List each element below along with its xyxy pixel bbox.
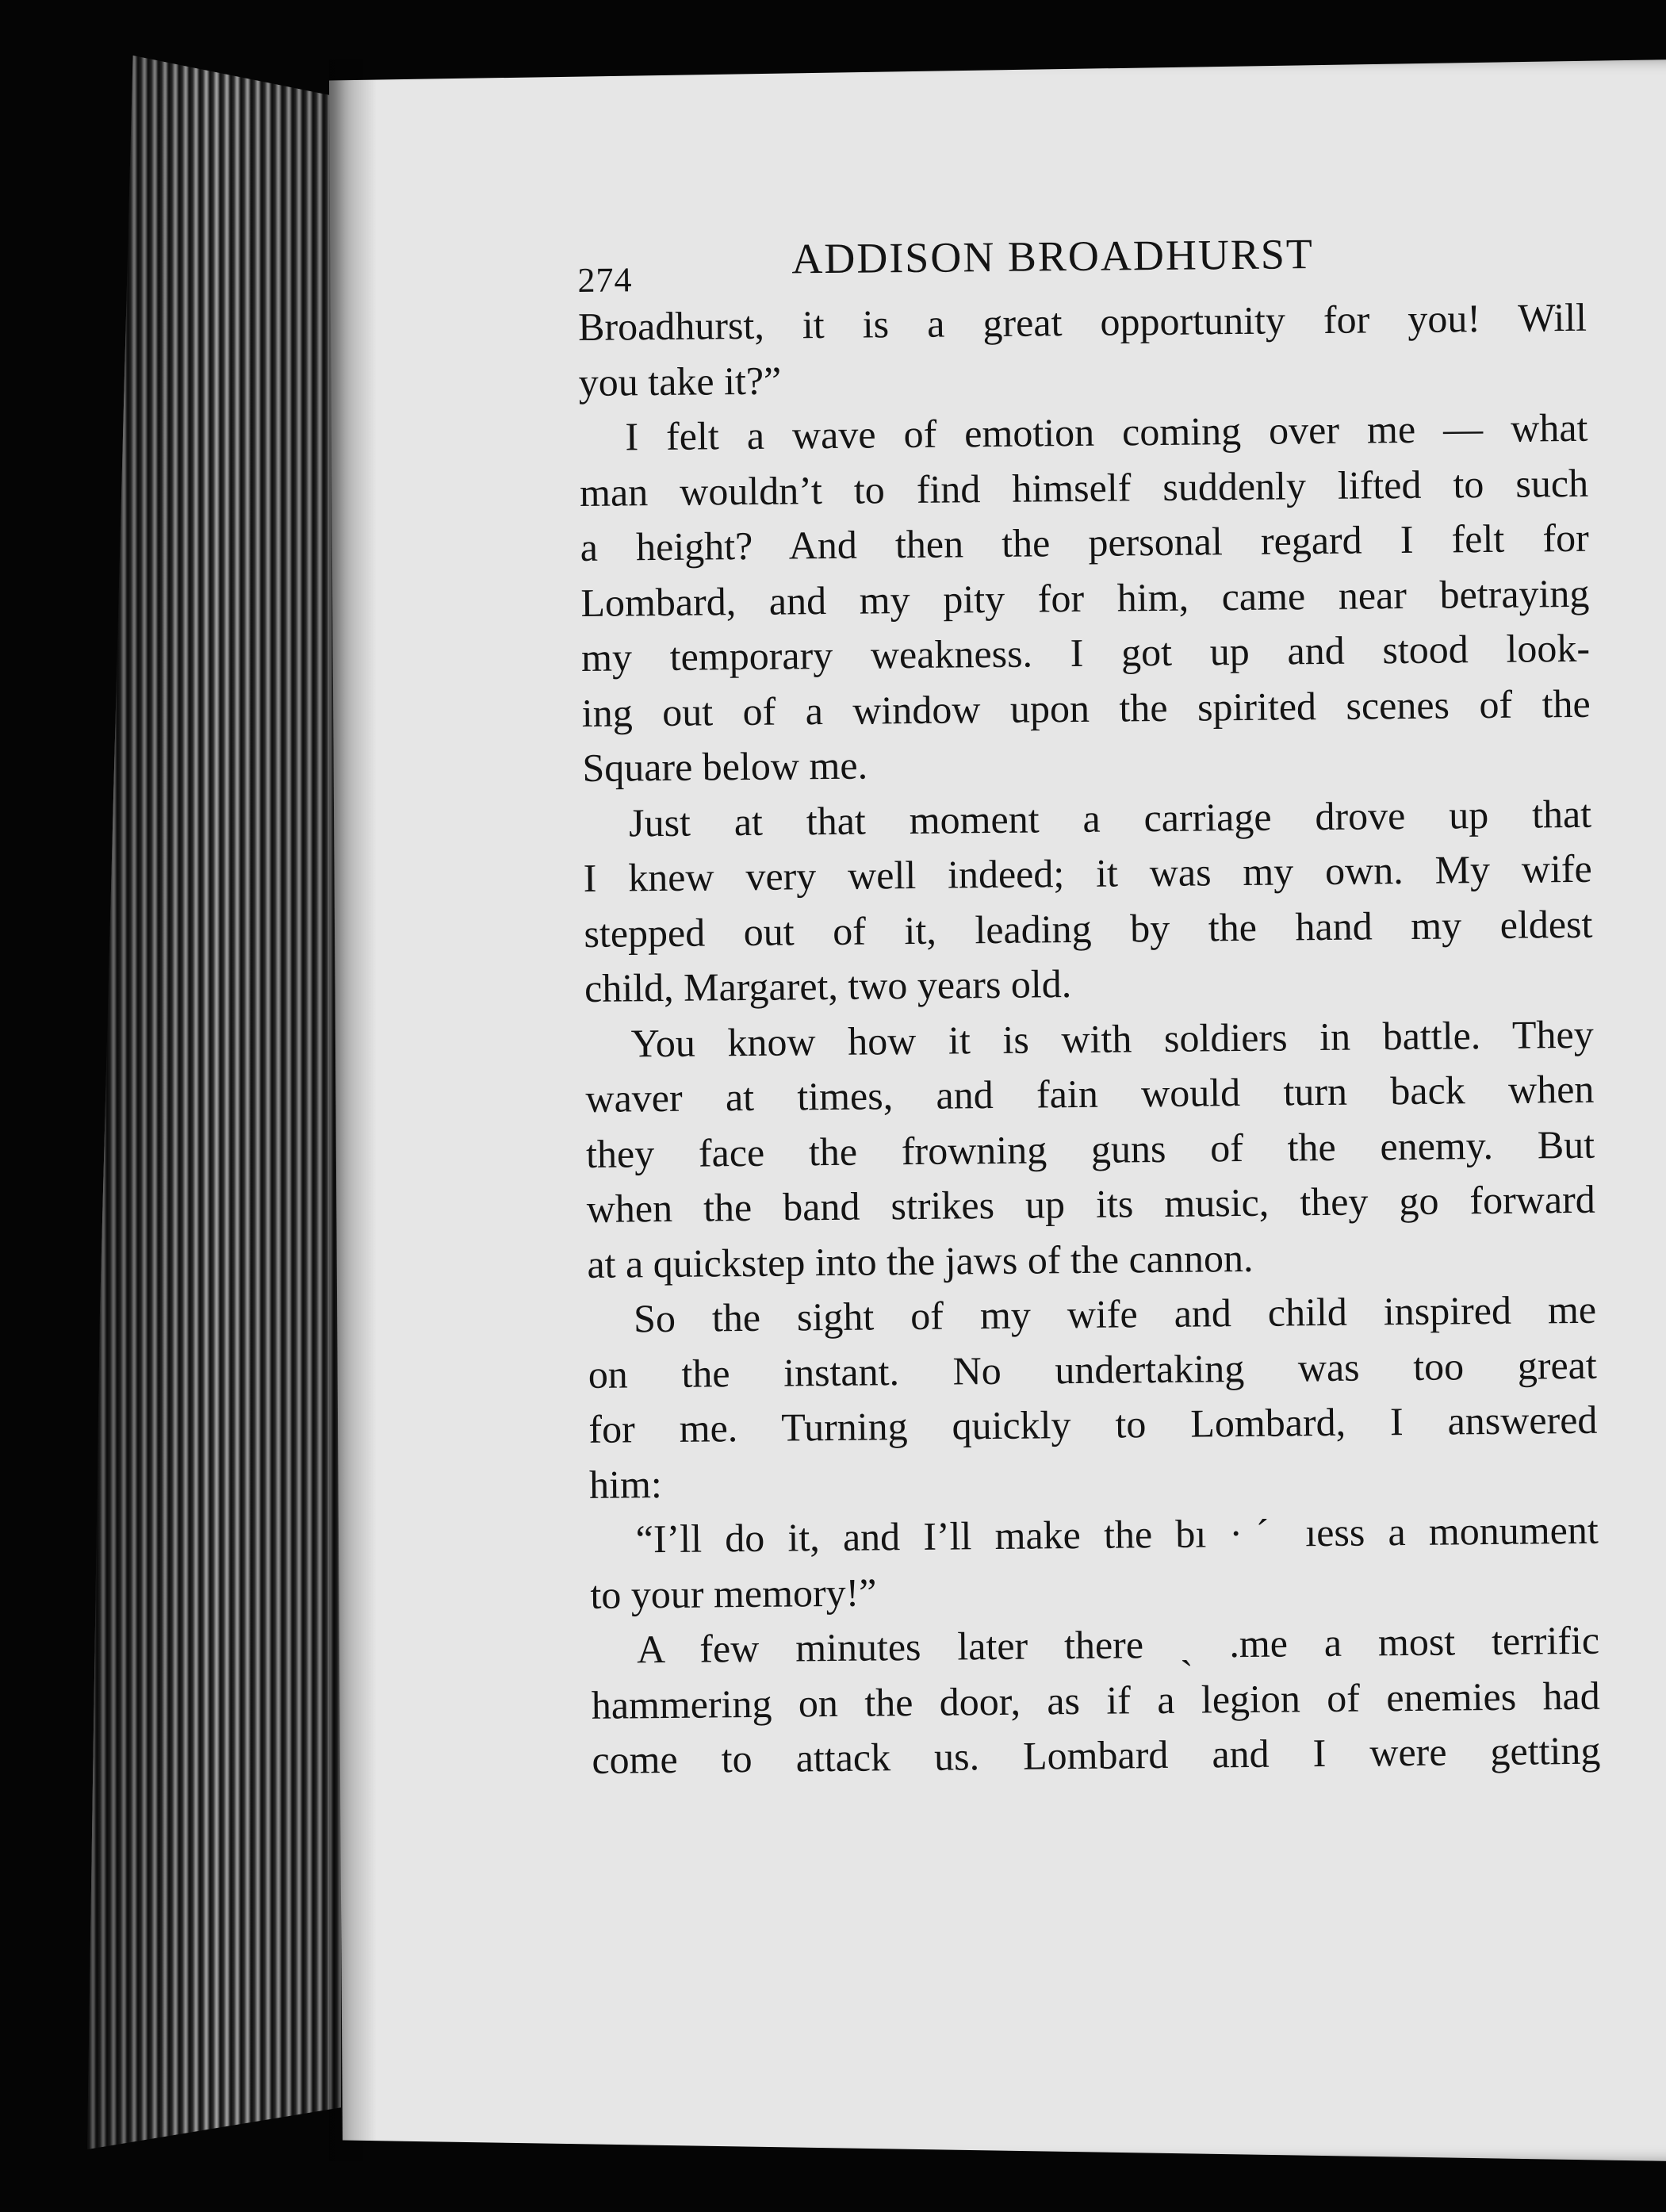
text-line: at a quickstep into the jaws of the cannon. — [587, 1235, 1254, 1286]
text-line: come to attack us. Lombard and I were getting — [592, 1727, 1601, 1782]
page-text-block — [577, 227, 1601, 1788]
text-line: Broadhurst, it is a great opportunity for you! Will — [577, 294, 1587, 349]
text-line: child, Margaret, two years old. — [584, 961, 1072, 1010]
text-line: they face the frowning guns of the enemy. But — [585, 1121, 1595, 1176]
running-head: ADDISON BROADHURST — [791, 230, 1315, 283]
page-edges-shading — [87, 56, 341, 2149]
page-gutter-shadow — [329, 59, 377, 2161]
page-header — [577, 227, 1587, 300]
text-line: a height? And then the personal regard I felt for — [580, 515, 1589, 569]
text-line: Just at that moment a carriage drove up that — [628, 791, 1592, 845]
text-line: for me. Turning quickly to Lombard, I answered — [588, 1397, 1598, 1451]
body-text — [578, 290, 1601, 1788]
text-line: on the instant. No undertaking was too great — [588, 1342, 1597, 1397]
text-line: “I’ll do it, and I’ll make the bı ·ˊ ıess a monument — [635, 1507, 1599, 1562]
text-line: I knew very well indeed; it was my own. My wife — [583, 845, 1592, 900]
text-line: A few minutes later there ˎ .me a most terrific — [636, 1617, 1600, 1672]
text-line: I felt a wave of emotion coming over me — what — [625, 404, 1588, 459]
text-line: Lombard, and my pity for him, came near betraying — [580, 570, 1590, 625]
text-line: hammering on the door, as if a legion of enemies had — [591, 1673, 1600, 1727]
text-line: waver at times, and fain would turn back when — [585, 1066, 1595, 1121]
text-line: ing out of a window upon the spirited scenes of the — [581, 680, 1591, 735]
text-line: to your memory!” — [590, 1569, 877, 1617]
text-line: stepped out of it, leading by the hand my eldest — [584, 901, 1593, 956]
text-line: man wouldn’t to find himself suddenly lifted to such — [579, 460, 1589, 515]
text-line: You know how it is with soldiers in battle. They — [630, 1011, 1594, 1065]
text-line: him: — [588, 1461, 663, 1507]
text-line: you take it?” — [578, 358, 782, 404]
text-line: my temporary weakness. I got up and stood look- — [580, 625, 1591, 680]
page-number: 274 — [577, 260, 633, 300]
text-line: when the band strikes up its music, they go forward — [586, 1176, 1595, 1231]
text-line: So the sight of my wife and child inspired me — [633, 1286, 1597, 1341]
text-line: Square below me. — [582, 742, 868, 790]
